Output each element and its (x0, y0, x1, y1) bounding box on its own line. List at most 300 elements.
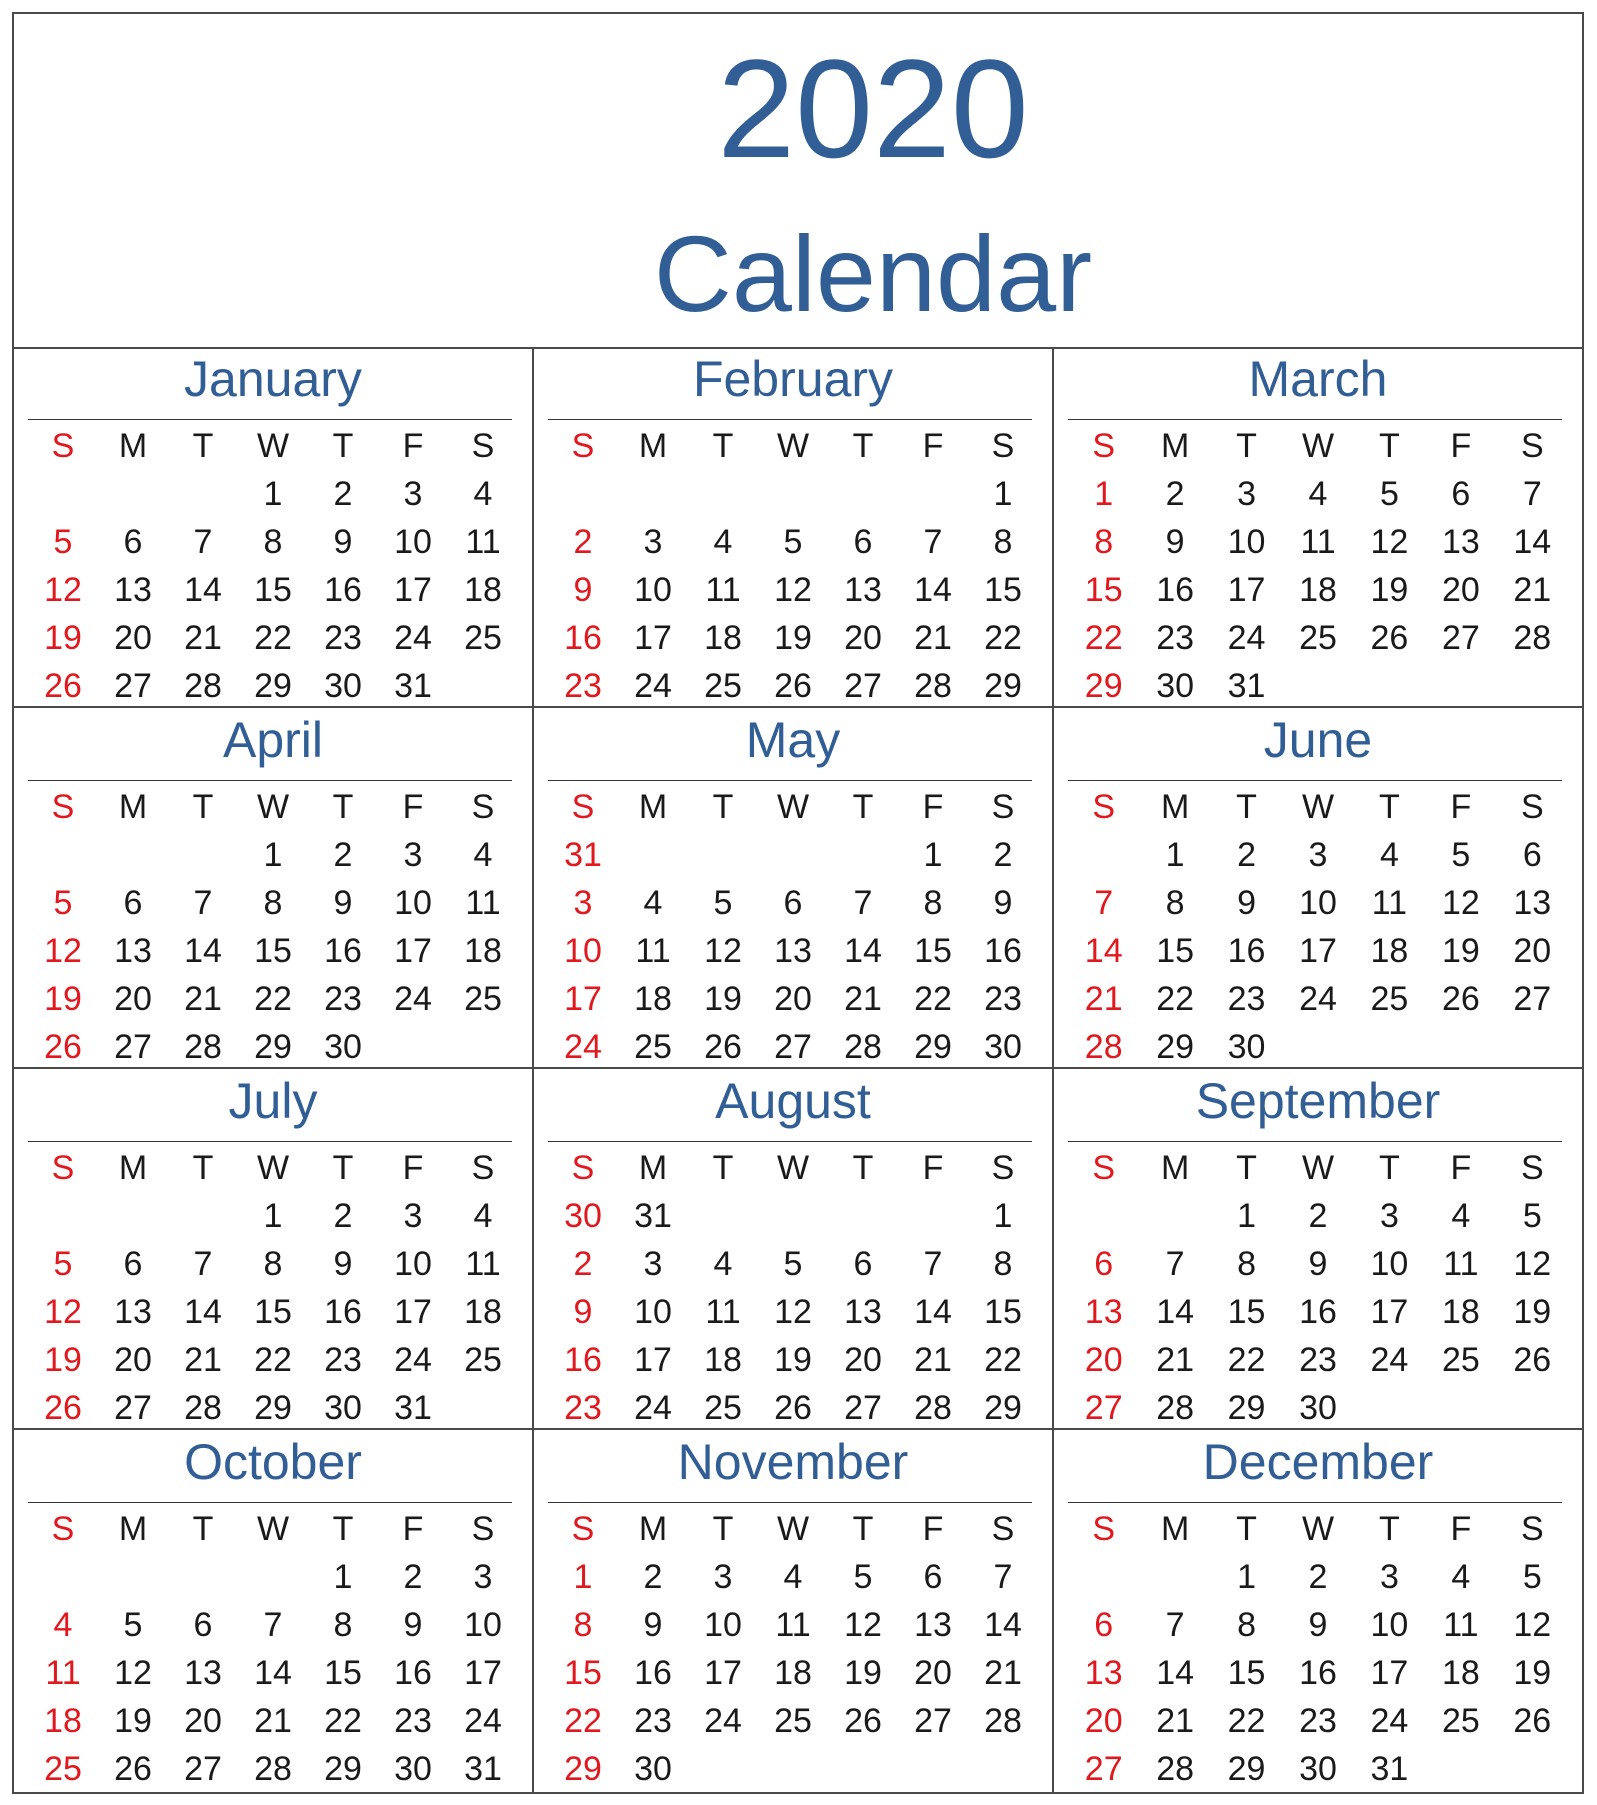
day-cell: 18 (464, 932, 502, 970)
weekday-header: S (51, 788, 75, 826)
month-divider (28, 1502, 512, 1503)
day-cell: 25 (1299, 619, 1337, 657)
month-june (1054, 708, 1582, 1069)
day-cell: 4 (643, 884, 663, 922)
month-name: May (745, 712, 841, 768)
weekday-header: S (51, 1149, 75, 1187)
day-cell: 22 (984, 619, 1022, 657)
day-cell: 2 (333, 1197, 353, 1235)
day-cell: 10 (394, 523, 432, 561)
empty-day-cell (1139, 1553, 1210, 1601)
day-cell: 7 (853, 884, 873, 922)
month-divider (548, 1502, 1032, 1503)
weekday-header: S (51, 427, 75, 465)
empty-day-cell (448, 1023, 518, 1071)
day-cell: 14 (184, 1293, 222, 1331)
day-cell: 30 (984, 1028, 1022, 1066)
day-cell: 25 (704, 1389, 742, 1427)
weekday-header: T (712, 1510, 734, 1548)
day-cell: 29 (324, 1750, 362, 1788)
day-cell: 12 (114, 1654, 152, 1692)
weekday-header: F (402, 1149, 424, 1187)
day-cell: 28 (1513, 619, 1552, 657)
weekday-header: M (1160, 1149, 1190, 1187)
day-cell: 19 (44, 980, 82, 1018)
weekday-header: S (51, 1510, 75, 1548)
day-cell: 14 (254, 1654, 292, 1692)
calendar-frame (12, 12, 1584, 1794)
weekday-header: F (1450, 788, 1472, 826)
empty-day-cell (618, 470, 688, 518)
day-cell: 13 (114, 1293, 152, 1331)
day-cell: 21 (184, 619, 222, 657)
day-cell: 1 (263, 836, 283, 874)
day-cell: 7 (193, 884, 213, 922)
day-cell: 7 (923, 523, 943, 561)
weekday-header: T (712, 1149, 734, 1187)
day-cell: 31 (634, 1197, 672, 1235)
day-cell: 14 (184, 571, 222, 609)
weekday-header: T (1236, 788, 1257, 826)
day-cell: 19 (1513, 1654, 1552, 1692)
weekday-header: T (192, 1149, 214, 1187)
day-cell: 14 (914, 1293, 952, 1331)
month-divider (548, 1141, 1032, 1142)
day-cell: 23 (1227, 980, 1266, 1018)
day-cell: 2 (993, 836, 1013, 874)
day-grid (1068, 783, 1568, 1071)
day-cell: 25 (704, 667, 742, 705)
weekday-header: F (402, 788, 424, 826)
day-cell: 23 (324, 980, 362, 1018)
weekday-header: T (852, 788, 874, 826)
day-cell: 26 (844, 1702, 882, 1740)
day-cell: 16 (324, 571, 362, 609)
day-cell: 1 (993, 1197, 1013, 1235)
day-cell: 10 (394, 884, 432, 922)
day-cell: 31 (1370, 1750, 1409, 1788)
day-cell: 16 (1227, 932, 1266, 970)
day-cell: 17 (394, 1293, 432, 1331)
day-cell: 9 (333, 1245, 353, 1283)
day-cell: 4 (53, 1606, 73, 1644)
day-cell: 22 (254, 619, 292, 657)
day-cell: 16 (1299, 1654, 1337, 1692)
day-cell: 26 (1441, 980, 1480, 1018)
day-cell: 30 (1156, 667, 1195, 705)
weekday-header: F (922, 788, 944, 826)
day-cell: 23 (1299, 1702, 1337, 1740)
day-cell: 23 (564, 1389, 602, 1427)
day-cell: 20 (1441, 571, 1480, 609)
day-cell: 5 (1522, 1197, 1542, 1235)
day-cell: 27 (844, 667, 882, 705)
empty-day-cell (898, 470, 968, 518)
day-cell: 29 (254, 1028, 292, 1066)
empty-day-cell (1425, 1384, 1496, 1432)
month-january (14, 347, 534, 708)
day-cell: 28 (254, 1750, 292, 1788)
day-cell: 22 (254, 1341, 292, 1379)
month-november (534, 1430, 1054, 1792)
day-cell: 18 (634, 980, 672, 1018)
empty-day-cell (758, 470, 828, 518)
empty-day-cell (1497, 662, 1568, 710)
month-name: February (692, 351, 894, 407)
weekday-header: T (852, 427, 874, 465)
day-cell: 28 (984, 1702, 1022, 1740)
day-cell: 26 (774, 1389, 812, 1427)
empty-day-cell (1497, 1023, 1568, 1071)
weekday-header: W (256, 1510, 290, 1548)
day-cell: 11 (1443, 1245, 1479, 1283)
empty-day-cell (828, 831, 898, 879)
day-cell: 9 (1308, 1606, 1328, 1644)
day-cell: 27 (1084, 1389, 1123, 1427)
day-cell: 24 (394, 980, 432, 1018)
day-cell: 26 (1370, 619, 1409, 657)
day-cell: 7 (193, 523, 213, 561)
weekday-header: F (922, 1510, 944, 1548)
day-cell: 10 (704, 1606, 742, 1644)
day-cell: 14 (1084, 932, 1123, 970)
day-cell: 24 (464, 1702, 502, 1740)
weekday-header: S (1520, 1149, 1544, 1187)
empty-day-cell (688, 1745, 758, 1793)
calendar-subtitle: Calendar (653, 213, 1093, 334)
empty-day-cell (1068, 1553, 1139, 1601)
day-grid (548, 422, 1038, 710)
day-cell: 30 (634, 1750, 672, 1788)
weekday-header: S (571, 788, 595, 826)
day-cell: 6 (193, 1606, 213, 1644)
day-cell: 8 (263, 884, 283, 922)
day-cell: 11 (465, 884, 501, 922)
weekday-header: F (1450, 1510, 1472, 1548)
day-cell: 9 (643, 1606, 663, 1644)
weekday-header: T (852, 1510, 874, 1548)
day-cell: 7 (1522, 475, 1542, 513)
empty-day-cell (1425, 662, 1496, 710)
empty-day-cell (688, 470, 758, 518)
day-cell: 11 (635, 932, 671, 970)
weekday-header: F (1450, 1149, 1472, 1187)
day-cell: 5 (53, 1245, 73, 1283)
day-cell: 4 (713, 1245, 733, 1283)
day-cell: 22 (1227, 1702, 1266, 1740)
day-cell: 9 (573, 1293, 593, 1331)
day-cell: 7 (1165, 1245, 1185, 1283)
empty-day-cell (1497, 1745, 1568, 1793)
empty-day-cell (448, 662, 518, 710)
day-cell: 2 (333, 836, 353, 874)
day-cell: 1 (1165, 836, 1185, 874)
day-cell: 13 (114, 571, 152, 609)
day-cell: 29 (254, 1389, 292, 1427)
day-cell: 31 (1227, 667, 1266, 705)
day-cell: 24 (564, 1028, 602, 1066)
day-cell: 12 (844, 1606, 882, 1644)
day-cell: 19 (844, 1654, 882, 1692)
day-cell: 12 (1513, 1606, 1552, 1644)
day-cell: 29 (1227, 1750, 1266, 1788)
day-cell: 24 (394, 1341, 432, 1379)
day-cell: 4 (1451, 1558, 1471, 1596)
day-cell: 7 (1165, 1606, 1185, 1644)
day-cell: 26 (1513, 1341, 1552, 1379)
day-cell: 2 (1237, 836, 1257, 874)
day-cell: 17 (704, 1654, 742, 1692)
day-cell: 11 (1371, 884, 1408, 922)
day-cell: 18 (464, 571, 502, 609)
day-cell: 15 (254, 571, 292, 609)
day-cell: 17 (394, 932, 432, 970)
day-grid (28, 1144, 518, 1432)
day-grid (28, 783, 518, 1071)
month-divider (28, 1141, 512, 1142)
weekday-header: S (1520, 427, 1544, 465)
day-cell: 28 (1084, 1028, 1123, 1066)
month-name: January (184, 351, 362, 407)
day-cell: 26 (114, 1750, 152, 1788)
day-cell: 20 (114, 1341, 152, 1379)
weekday-header: S (1092, 1149, 1116, 1187)
day-cell: 16 (564, 619, 602, 657)
empty-day-cell (548, 470, 618, 518)
weekday-header: T (1379, 1149, 1400, 1187)
day-cell: 9 (333, 523, 353, 561)
month-name: July (228, 1073, 318, 1129)
day-cell: 4 (783, 1558, 803, 1596)
empty-day-cell (168, 831, 238, 879)
weekday-header: M (638, 1510, 668, 1548)
empty-day-cell (758, 1192, 828, 1240)
day-cell: 8 (1237, 1245, 1257, 1283)
weekday-header: S (991, 1149, 1015, 1187)
empty-day-cell (448, 1384, 518, 1432)
day-cell: 16 (634, 1654, 672, 1692)
weekday-header: T (332, 427, 354, 465)
weekday-header: T (332, 1149, 354, 1187)
day-cell: 13 (844, 571, 882, 609)
empty-day-cell (1425, 1745, 1496, 1793)
day-cell: 24 (704, 1702, 742, 1740)
day-grid (1068, 422, 1568, 710)
day-cell: 31 (464, 1750, 502, 1788)
day-cell: 20 (774, 980, 812, 1018)
day-cell: 6 (1094, 1245, 1114, 1283)
day-cell: 6 (123, 1245, 143, 1283)
day-cell: 6 (923, 1558, 943, 1596)
day-cell: 30 (564, 1197, 602, 1235)
day-cell: 6 (1094, 1606, 1114, 1644)
day-cell: 29 (1227, 1389, 1266, 1427)
day-cell: 13 (1513, 884, 1552, 922)
weekday-header: S (1520, 788, 1544, 826)
weekday-header: S (471, 1510, 495, 1548)
day-cell: 21 (984, 1654, 1022, 1692)
weekday-header: W (776, 788, 810, 826)
day-cell: 4 (473, 475, 493, 513)
day-cell: 23 (564, 667, 602, 705)
day-cell: 10 (634, 1293, 672, 1331)
day-cell: 24 (1370, 1341, 1409, 1379)
day-cell: 31 (394, 1389, 432, 1427)
weekday-header: T (332, 788, 354, 826)
day-cell: 1 (333, 1558, 353, 1596)
day-cell: 5 (53, 884, 73, 922)
month-divider (28, 419, 512, 420)
day-cell: 3 (403, 836, 423, 874)
day-cell: 22 (1084, 619, 1123, 657)
weekday-header: W (256, 427, 290, 465)
month-october (14, 1430, 534, 1792)
day-cell: 18 (44, 1702, 82, 1740)
day-cell: 28 (1156, 1750, 1195, 1788)
day-cell: 16 (324, 1293, 362, 1331)
day-cell: 25 (464, 1341, 502, 1379)
day-cell: 5 (1451, 836, 1471, 874)
weekday-header: T (192, 1510, 214, 1548)
month-february (534, 347, 1054, 708)
day-cell: 31 (564, 836, 602, 874)
empty-day-cell (1497, 1384, 1568, 1432)
day-cell: 30 (1299, 1750, 1337, 1788)
day-cell: 28 (1156, 1389, 1195, 1427)
day-cell: 10 (464, 1606, 502, 1644)
day-cell: 2 (1308, 1197, 1328, 1235)
day-cell: 16 (564, 1341, 602, 1379)
empty-day-cell (758, 831, 828, 879)
weekday-header: M (638, 427, 668, 465)
month-name: September (1195, 1073, 1441, 1129)
day-cell: 21 (1513, 571, 1552, 609)
day-cell: 13 (1441, 523, 1480, 561)
weekday-header: W (1301, 427, 1335, 465)
empty-day-cell (688, 1192, 758, 1240)
day-cell: 3 (573, 884, 593, 922)
day-cell: 14 (914, 571, 952, 609)
weekday-header: T (712, 788, 734, 826)
day-cell: 17 (394, 571, 432, 609)
empty-day-cell (238, 1553, 308, 1601)
day-cell: 7 (923, 1245, 943, 1283)
weekday-header: T (1236, 1149, 1257, 1187)
day-cell: 20 (1513, 932, 1552, 970)
day-cell: 20 (914, 1654, 952, 1692)
day-cell: 23 (324, 1341, 362, 1379)
day-cell: 29 (984, 1389, 1022, 1427)
day-cell: 8 (1165, 884, 1185, 922)
weekday-header: S (991, 427, 1015, 465)
day-cell: 22 (914, 980, 952, 1018)
day-cell: 27 (914, 1702, 952, 1740)
day-grid (548, 783, 1038, 1071)
weekday-header: S (1092, 1510, 1116, 1548)
weekday-header: T (1379, 1510, 1400, 1548)
day-cell: 3 (403, 475, 423, 513)
empty-day-cell (618, 831, 688, 879)
month-divider (28, 780, 512, 781)
weekday-header: W (776, 1149, 810, 1187)
day-cell: 20 (1084, 1341, 1123, 1379)
day-cell: 20 (114, 619, 152, 657)
day-cell: 24 (634, 1389, 672, 1427)
day-cell: 16 (324, 932, 362, 970)
day-cell: 11 (45, 1654, 81, 1692)
day-cell: 17 (634, 619, 672, 657)
day-cell: 4 (473, 1197, 493, 1235)
day-cell: 17 (1370, 1654, 1409, 1692)
day-cell: 21 (914, 619, 952, 657)
day-cell: 12 (1513, 1245, 1552, 1283)
day-cell: 10 (1299, 884, 1337, 922)
day-cell: 25 (1441, 1702, 1480, 1740)
day-cell: 19 (114, 1702, 152, 1740)
month-name: April (222, 712, 324, 768)
weekday-header: M (1160, 788, 1190, 826)
month-grid (14, 347, 1582, 1794)
weekday-header: F (402, 1510, 424, 1548)
month-divider (548, 780, 1032, 781)
day-cell: 1 (923, 836, 943, 874)
day-cell: 9 (993, 884, 1013, 922)
empty-day-cell (828, 470, 898, 518)
day-cell: 2 (333, 475, 353, 513)
empty-day-cell (28, 831, 98, 879)
weekday-header: T (1236, 1510, 1257, 1548)
day-cell: 22 (1227, 1341, 1266, 1379)
day-cell: 9 (1237, 884, 1257, 922)
year-title: 2020 (717, 30, 1029, 187)
day-cell: 6 (1451, 475, 1471, 513)
day-cell: 12 (774, 1293, 812, 1331)
day-cell: 16 (394, 1654, 432, 1692)
weekday-header: F (1450, 427, 1472, 465)
day-cell: 28 (184, 1028, 222, 1066)
day-cell: 5 (123, 1606, 143, 1644)
day-cell: 14 (984, 1606, 1022, 1644)
day-cell: 1 (263, 1197, 283, 1235)
day-cell: 6 (853, 1245, 873, 1283)
weekday-header: W (776, 427, 810, 465)
day-cell: 11 (465, 523, 501, 561)
empty-day-cell (98, 470, 168, 518)
day-cell: 1 (1094, 475, 1114, 513)
month-divider (1068, 419, 1562, 420)
month-name: June (1263, 712, 1373, 768)
weekday-header: W (1301, 1149, 1335, 1187)
day-cell: 12 (704, 932, 742, 970)
weekday-header: T (852, 1149, 874, 1187)
day-cell: 21 (844, 980, 882, 1018)
empty-day-cell (98, 1553, 168, 1601)
day-cell: 13 (1084, 1293, 1123, 1331)
weekday-header: S (471, 788, 495, 826)
weekday-header: F (922, 427, 944, 465)
day-cell: 21 (914, 1341, 952, 1379)
day-cell: 22 (984, 1341, 1022, 1379)
day-cell: 19 (704, 980, 742, 1018)
day-cell: 5 (783, 1245, 803, 1283)
day-cell: 2 (573, 1245, 593, 1283)
day-cell: 8 (923, 884, 943, 922)
weekday-header: S (471, 1149, 495, 1187)
day-cell: 16 (1156, 571, 1195, 609)
weekday-header: F (922, 1149, 944, 1187)
empty-day-cell (828, 1745, 898, 1793)
day-cell: 18 (1370, 932, 1409, 970)
